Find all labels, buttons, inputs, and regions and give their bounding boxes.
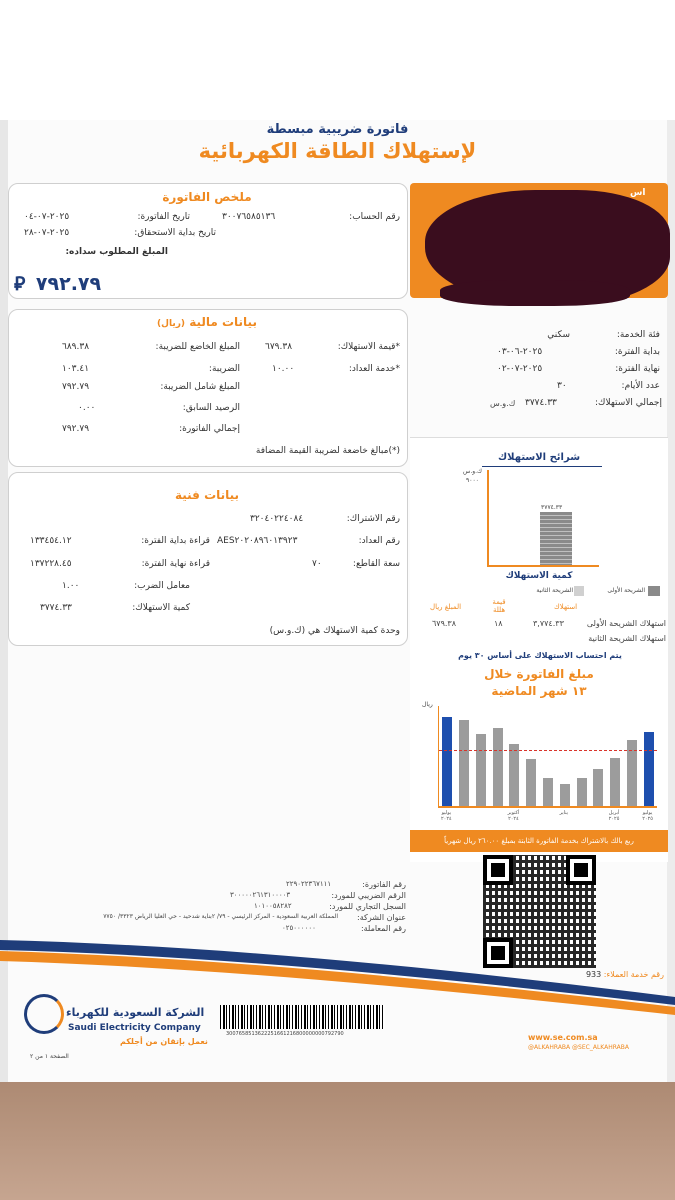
barcode bbox=[220, 1005, 385, 1029]
end-reading-value: ١٣٧٢٢٨.٤٥ bbox=[30, 559, 72, 569]
consumption-value: ٦٧٩.٣٨ bbox=[265, 342, 293, 352]
meter-service-value: ١٠.٠٠ bbox=[272, 364, 295, 374]
amount-due bbox=[14, 272, 101, 296]
period-start-value: ٢٠٢٥-٠٦-٠٣ bbox=[497, 347, 543, 357]
meter-service-label: *خدمة العداد: bbox=[348, 364, 400, 374]
address-label: عنوان الشركة: bbox=[357, 913, 406, 922]
history-bar bbox=[644, 732, 654, 806]
tier1-rate: ١٨ bbox=[494, 619, 503, 628]
fixed-bill-offer: ربع بالك بالاشتراك بخدمة الفاتورة الثابتة بمبلغ ٢٦٠.٠٠ ريال شهرياً bbox=[410, 830, 668, 852]
subscription-value: ٣٢٠٤٠٢٢٤٠٨٤ bbox=[250, 514, 304, 524]
cr-label: السجل التجاري للمورد: bbox=[329, 902, 406, 911]
vat-footnote: (*)مبالغ خاضعة لضريبة القيمة المضافة bbox=[255, 446, 400, 456]
tiers-caption: كمية الاستهلاك bbox=[505, 571, 573, 581]
vat-label: الضريبة: bbox=[208, 364, 240, 374]
service-category-label: فئة الخدمة: bbox=[616, 330, 660, 340]
invoice-number-value: ٢٢٩٠٢٢٣٦٧١١١ bbox=[286, 880, 332, 888]
taxable-amount-value: ٦٨٩.٣٨ bbox=[62, 342, 90, 352]
tier1-consumption: ٣,٧٧٤.٣٣ bbox=[533, 619, 564, 628]
account-box-label: اس bbox=[630, 188, 646, 198]
transaction-label: رقم المعاملة: bbox=[360, 924, 406, 933]
history-bar bbox=[593, 769, 603, 806]
period-start-label: بداية الفترة: bbox=[614, 347, 660, 357]
brand-name-en: Saudi Electricity Company bbox=[68, 1023, 201, 1033]
days-label: عدد الأيام: bbox=[621, 381, 660, 391]
qr-finder bbox=[483, 855, 513, 885]
decorative-stripes bbox=[0, 935, 675, 1015]
history-month-label: يناير bbox=[559, 810, 569, 816]
previous-balance-value: ٠.٠٠ bbox=[78, 403, 96, 413]
qr-finder bbox=[566, 855, 596, 885]
cr-value: ١٠١٠٠٥٨٢٨٢ bbox=[254, 902, 292, 910]
amount-incl-vat-label: المبلغ شامل الضريبة: bbox=[160, 382, 240, 392]
redaction-mark bbox=[440, 280, 630, 306]
history-bar bbox=[526, 759, 536, 806]
social-handles: @ALKAHRABA @SEC_ALKAHRABA bbox=[528, 1044, 629, 1051]
invoice-subtitle: لإستهلاك الطاقة الكهربائية bbox=[198, 139, 477, 163]
history-bar bbox=[560, 784, 570, 806]
brand-slogan: نعمل بإتقان من أجلكم bbox=[120, 1037, 208, 1046]
col-amount: المبلغ ريال bbox=[430, 603, 462, 611]
period-end-label: نهاية الفترة: bbox=[615, 364, 660, 374]
total-consumption-unit: ك.و.س bbox=[490, 399, 516, 408]
barcode-number: 3007658513622251661216800000000792790 bbox=[226, 1031, 344, 1037]
tax-number-label: الرقم الضريبي للمورد: bbox=[331, 891, 406, 900]
tiers-title: شرائح الاستهلاك bbox=[497, 452, 581, 463]
tiers-axis-unit: ك.و.س bbox=[463, 468, 482, 475]
taxable-amount-label: المبلغ الخاضع للضريبة: bbox=[155, 342, 240, 352]
history-title-2: ١٣ شهر الماضية bbox=[491, 684, 587, 698]
tiers-note: يتم احتساب الاستهلاك على أساس ٣٠ يوم bbox=[458, 651, 622, 660]
history-bar bbox=[459, 720, 469, 806]
legend-first-swatch bbox=[648, 586, 660, 596]
invoice-date-label: تاريخ الفاتورة: bbox=[137, 212, 190, 222]
subscription-label: رقم الاشتراك: bbox=[346, 514, 400, 524]
unit-note: وحدة كمية الاستهلاك هي (ك.و.س) bbox=[269, 626, 400, 636]
address-value: المملكة العربية السعودية - المركز الرئيسي - ٧٩/ ٢بناية شدحيد - حي العليا الرياض ٣٣٢٣/ ٧٧٥٠ bbox=[103, 913, 338, 920]
financial-unit: (ريال) bbox=[157, 319, 185, 329]
amount-due-value: ٧٩٢.٧٩ bbox=[35, 273, 102, 295]
tiers-title-underline bbox=[482, 466, 602, 467]
consumption-value-label: *قيمة الاستهلاك: bbox=[337, 342, 400, 352]
invoice-total-label: إجمالي الفاتورة: bbox=[179, 424, 240, 434]
col-rate: قيمة هللة bbox=[492, 598, 506, 614]
days-value: ٣٠ bbox=[557, 381, 567, 391]
tax-number-value: ٣٠٠٠٠٠٢٦١٣١٠٠٠٠٣ bbox=[230, 891, 291, 899]
start-reading-label: قراءة بداية الفترة: bbox=[141, 536, 210, 546]
customer-service-label: رقم خدمة العملاء: bbox=[603, 970, 664, 979]
history-bar bbox=[543, 778, 553, 806]
previous-balance-label: الرصيد السابق: bbox=[182, 403, 240, 413]
consumption-qty-label: كمية الاستهلاك: bbox=[132, 603, 190, 613]
total-consumption-label: إجمالي الاستهلاك: bbox=[595, 398, 662, 408]
end-reading-label: قراءة نهاية الفترة: bbox=[141, 559, 210, 569]
financial-title bbox=[8, 315, 406, 329]
history-month-label: يوليو ٢٠٢٥ bbox=[642, 810, 653, 822]
due-date-value: ٢٠٢٥-٠٧-٢٨ bbox=[24, 228, 70, 238]
meter-label: رقم العداد: bbox=[358, 536, 400, 546]
customer-service-value: 933 bbox=[585, 970, 602, 979]
tier1-amount: ٦٧٩.٣٨ bbox=[432, 619, 457, 628]
summary-title: ملخص الفاتورة bbox=[162, 190, 252, 204]
legend-first: الشريحة الأولى bbox=[607, 587, 645, 594]
history-month-label: يوليو ٢٠٢٤ bbox=[441, 810, 452, 822]
history-bar bbox=[610, 758, 620, 806]
total-consumption-value: ٣٧٧٤.٣٣ bbox=[525, 398, 557, 408]
technical-title: بيانات فنية bbox=[174, 488, 240, 502]
account-value: ٣٠٠٧٦٥٨٥١٣٦ bbox=[222, 212, 276, 222]
invoice-number-label: رقم الفاتورة: bbox=[362, 880, 406, 889]
tier1-label: استهلاك الشريحة الأولى bbox=[586, 619, 666, 628]
financial-title-text: بيانات مالية bbox=[189, 315, 257, 329]
page-label: الصفحة ١ من ٢ bbox=[30, 1053, 69, 1060]
start-reading-value: ١٣٣٤٥٤.١٢ bbox=[30, 536, 72, 546]
history-title-1: مبلغ الفاتورة خلال bbox=[484, 667, 594, 681]
tier2-label: استهلاك الشريحة الثانية bbox=[588, 634, 666, 643]
invoice-title: فاتورة ضريبية مبسطة bbox=[266, 122, 409, 137]
invoice-date-value: ٢٠٢٥-٠٧-٠٤ bbox=[24, 212, 70, 222]
history-plot bbox=[438, 706, 657, 808]
tiers-bar-label: ٣٧٧٤.٣٣ bbox=[541, 504, 563, 511]
tiers-x-axis bbox=[487, 565, 599, 567]
history-month-label: أبريل ٢٠٢٥ bbox=[608, 810, 620, 822]
history-bar bbox=[493, 728, 503, 806]
consumption-qty-value: ٣٧٧٤.٣٣ bbox=[40, 603, 72, 613]
meter-value: AES٢٠٢٠٨٩٦٠١٣٩٢٣ bbox=[217, 536, 298, 546]
brand-name-ar: الشركة السعودية للكهرباء bbox=[66, 1006, 205, 1019]
period-end-value: ٢٠٢٥-٠٧-٠٢ bbox=[497, 364, 543, 374]
due-date-label: تاريخ بداية الاستحقاق: bbox=[134, 228, 216, 238]
history-bar bbox=[509, 744, 519, 806]
amount-due-label: المبلغ المطلوب سداده: bbox=[65, 247, 168, 257]
history-bar bbox=[476, 734, 486, 806]
amount-incl-vat-value: ٧٩٢.٧٩ bbox=[62, 382, 90, 392]
history-bar bbox=[442, 717, 452, 806]
breaker-label: سعة القاطع: bbox=[352, 559, 400, 569]
history-bar bbox=[577, 778, 587, 806]
breaker-value: ٧٠ bbox=[312, 559, 322, 569]
riyal-icon: ⃁ bbox=[14, 273, 28, 295]
legend-second-swatch bbox=[574, 586, 584, 596]
transaction-value: ٠٢٥٠٠٠٠٠٠ bbox=[282, 924, 316, 932]
legend-second: الشريحة الثانية bbox=[536, 587, 573, 594]
history-month-label: أكتوبر ٢٠٢٤ bbox=[507, 810, 520, 822]
vat-value: ١٠٣.٤١ bbox=[62, 364, 90, 374]
website: www.se.com.sa bbox=[528, 1033, 598, 1042]
multiplier-value: ١.٠٠ bbox=[62, 581, 80, 591]
account-label: رقم الحساب: bbox=[349, 212, 400, 222]
history-x-labels bbox=[438, 810, 656, 824]
invoice-total-value: ٧٩٢.٧٩ bbox=[62, 424, 90, 434]
tiers-y-axis bbox=[487, 470, 489, 566]
tiers-panel bbox=[410, 437, 668, 664]
background-bottom bbox=[0, 1082, 675, 1200]
tiers-first-bar bbox=[540, 512, 572, 565]
sec-logo-icon bbox=[24, 994, 64, 1034]
average-line bbox=[439, 750, 657, 751]
tiers-axis-max: ٩٠٠٠ bbox=[466, 477, 479, 484]
service-category-value: سكني bbox=[547, 330, 570, 340]
history-y-unit: ريال bbox=[422, 701, 433, 708]
multiplier-label: معامل الضرب: bbox=[134, 581, 190, 591]
col-consumption: استهلاك bbox=[554, 603, 578, 611]
